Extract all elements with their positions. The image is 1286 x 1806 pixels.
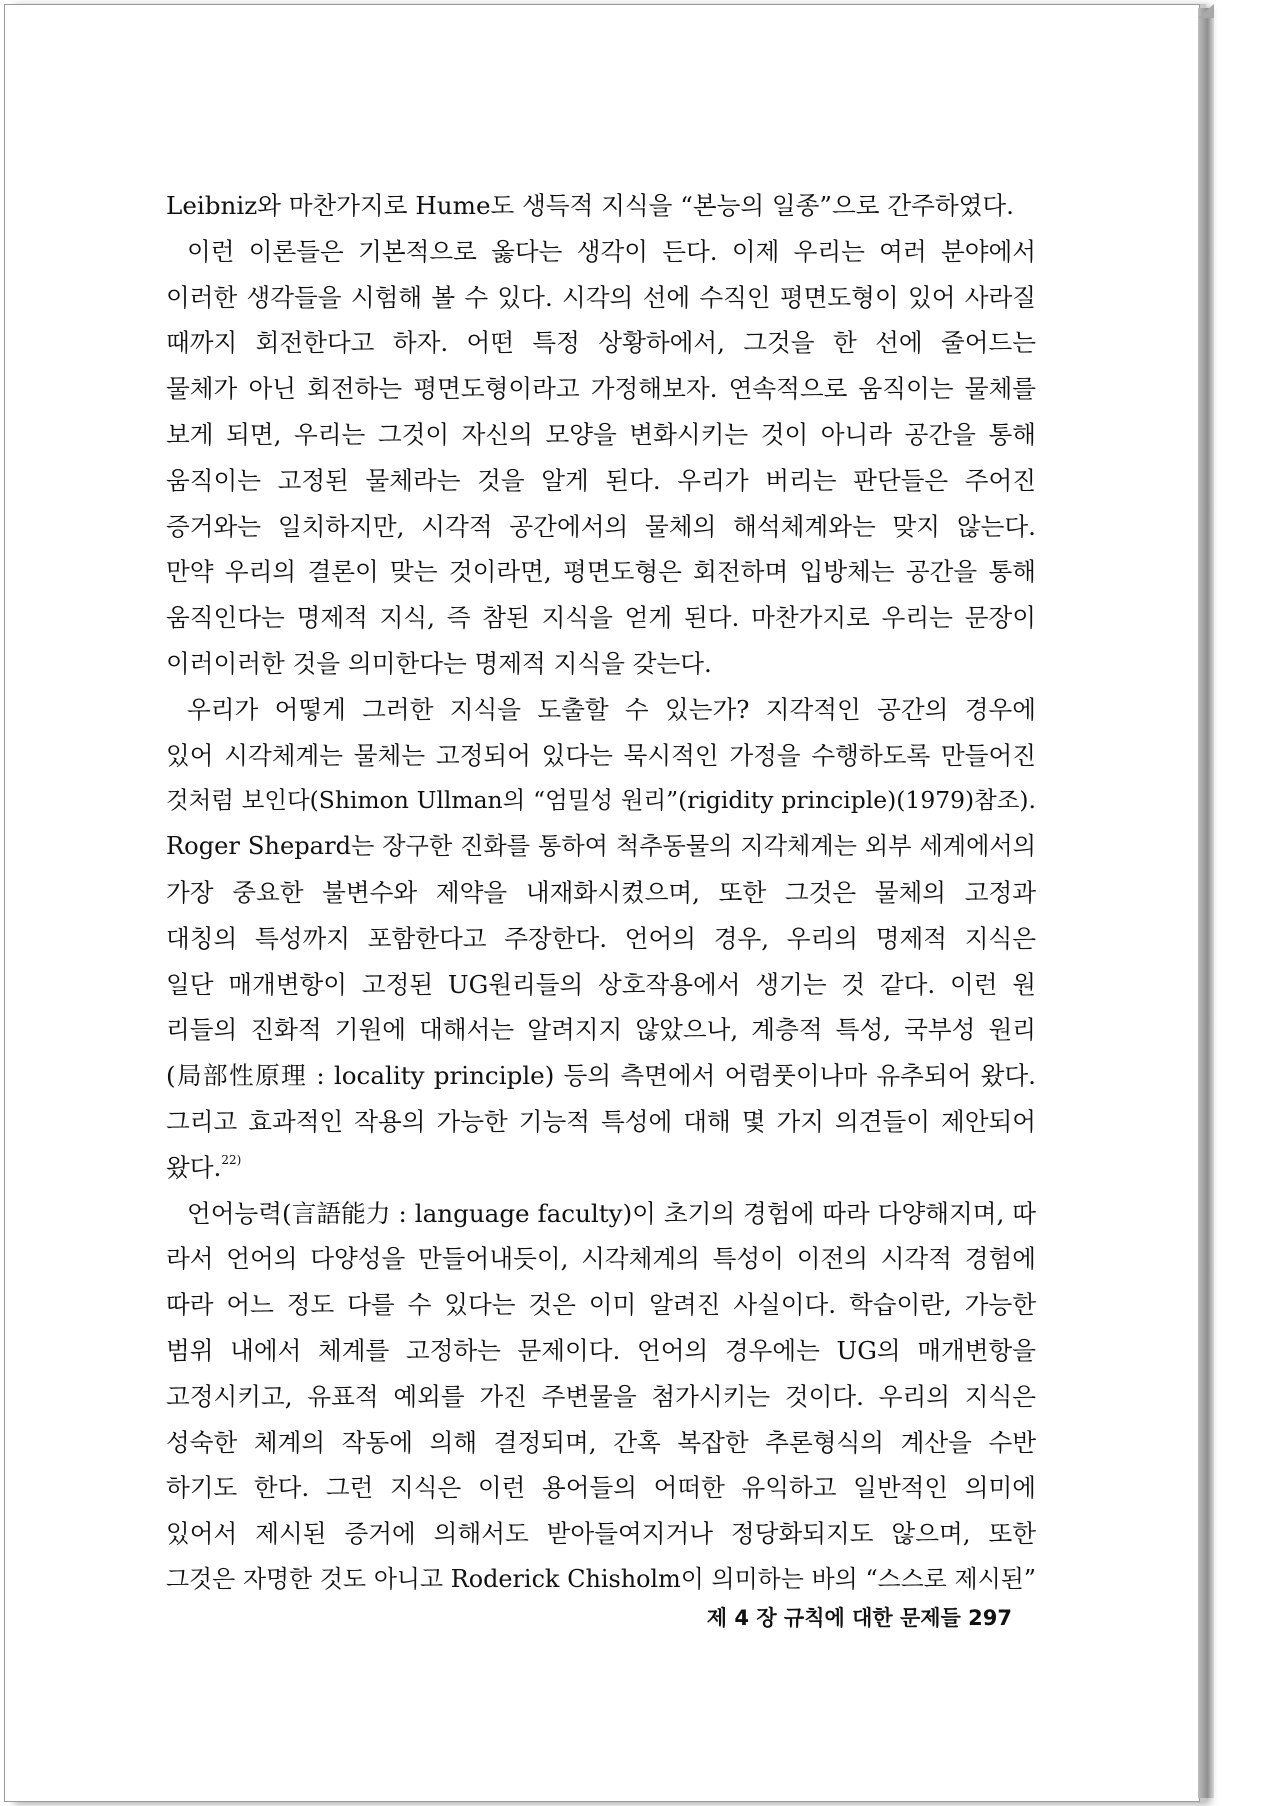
running-footer	[652, 1602, 1012, 1632]
text-line: 리들의 진화적 기원에 대해서는 알려지지 않았으나, 계층적 특성, 국부성 원리	[166, 1015, 1036, 1045]
text-line: 있어서 제시된 증거에 의해서도 받아들여지거나 정당화되지도 않으며, 또한	[166, 1519, 1036, 1549]
text-line: 움직인다는 명제적 지식, 즉 참된 지식을 얻게 된다. 마찬가지로 우리는 문장이	[166, 603, 1036, 633]
text-line: 언어능력(言語能力 : language faculty)이 초기의 경험에 따라 다양해지며, 따	[187, 1198, 1036, 1228]
text-line: 고정시키고, 유표적 예외를 가진 주변물을 첨가시키는 것이다. 우리의 지식은	[166, 1381, 1036, 1411]
text-line	[166, 1145, 1036, 1191]
page-corner	[1198, 4, 1214, 18]
page-edge-shadow	[1198, 8, 1214, 1798]
text-line: 그리고 효과적인 작용의 가능한 기능적 특성에 대해 몇 가지 의견들이 제안되어	[166, 1106, 1036, 1136]
text-line: 우리가 어떻게 그러한 지식을 도출할 수 있는가? 지각적인 공간의 경우에	[187, 694, 1036, 724]
chapter-title: 규칙에 대한 문제들	[783, 1606, 961, 1630]
text-line: 것처럼 보인다(Shimon Ullman의 “엄밀성 원리”(rigidity principle)(1979)참조).	[166, 786, 1036, 815]
text-line: 증거와는 일치하지만, 시각적 공간에서의 물체의 해석체계와는 맞지 않는다.	[166, 511, 1036, 541]
text-line: 이런 이론들은 기본적으로 옳다는 생각이 든다. 이제 우리는 여러 분야에서	[187, 236, 1036, 266]
text-line: (局部性原理 : locality principle) 등의 측면에서 어렴풋이나마 유추되어 왔다.	[166, 1061, 1036, 1091]
body-text	[166, 183, 1036, 1603]
text-line: 이러이러한 것을 의미한다는 명제적 지식을 갖는다.	[166, 648, 712, 678]
text-line: 보게 되면, 우리는 그것이 자신의 모양을 변화시키는 것이 아니라 공간을 통해	[166, 419, 1036, 449]
text-line: 하기도 한다. 그런 지식은 이런 용어들의 어떠한 유익하고 일반적인 의미에	[166, 1473, 1036, 1503]
text-line: 만약 우리의 결론이 맞는 것이라면, 평면도형은 회전하며 입방체는 공간을 통해	[166, 557, 1036, 587]
chapter-label: 제 4 장	[706, 1606, 777, 1630]
footnote-marker: 22)	[221, 1152, 242, 1167]
text-line-content: 왔다.	[166, 1152, 222, 1182]
text-line: Leibniz와 마찬가지로 Hume도 생득적 지식을 “본능의 일종”으로 간주하였다.	[166, 191, 1014, 220]
text-line: 범위 내에서 체계를 고정하는 문제이다. 언어의 경우에는 UG의 매개변항을	[166, 1335, 1036, 1365]
text-line: 따라 어느 정도 다를 수 있다는 것은 이미 알려진 사실이다. 학습이란, 가능한	[166, 1290, 1036, 1320]
text-line: 가장 중요한 불변수와 제약을 내재화시켰으며, 또한 그것은 물체의 고정과	[166, 877, 1036, 907]
text-line: 때까지 회전한다고 하자. 어떤 특정 상황하에서, 그것을 한 선에 줄어드는	[166, 328, 1036, 358]
text-line: 일단 매개변항이 고정된 UG원리들의 상호작용에서 생기는 것 같다. 이런 원	[166, 969, 1036, 999]
text-line: 라서 언어의 다양성을 만들어내듯이, 시각체계의 특성이 이전의 시각적 경험에	[166, 1244, 1036, 1274]
text-line: 이러한 생각들을 시험해 볼 수 있다. 시각의 선에 수직인 평면도형이 있어 사라질	[166, 282, 1036, 312]
page-number: 297	[968, 1606, 1012, 1630]
text-line: 대칭의 특성까지 포함한다고 주장한다. 언어의 경우, 우리의 명제적 지식은	[166, 923, 1036, 953]
text-line: 움직이는 고정된 물체라는 것을 알게 된다. 우리가 버리는 판단들은 주어진	[166, 465, 1036, 495]
text-line: 있어 시각체계는 물체는 고정되어 있다는 묵시적인 가정을 수행하도록 만들어진	[166, 740, 1036, 770]
text-line: 그것은 자명한 것도 아니고 Roderick Chisholm이 의미하는 바의 “스스로 제시된”	[166, 1564, 1036, 1593]
text-line: Roger Shepard는 장구한 진화를 통하여 척추동물의 지각체계는 외부 세계에서의	[166, 832, 1036, 861]
text-line: 물체가 아닌 회전하는 평면도형이라고 가정해보자. 연속적으로 움직이는 물체를	[166, 374, 1036, 404]
text-line: 성숙한 체계의 작동에 의해 결정되며, 간혹 복잡한 추론형식의 계산을 수반	[166, 1427, 1036, 1457]
